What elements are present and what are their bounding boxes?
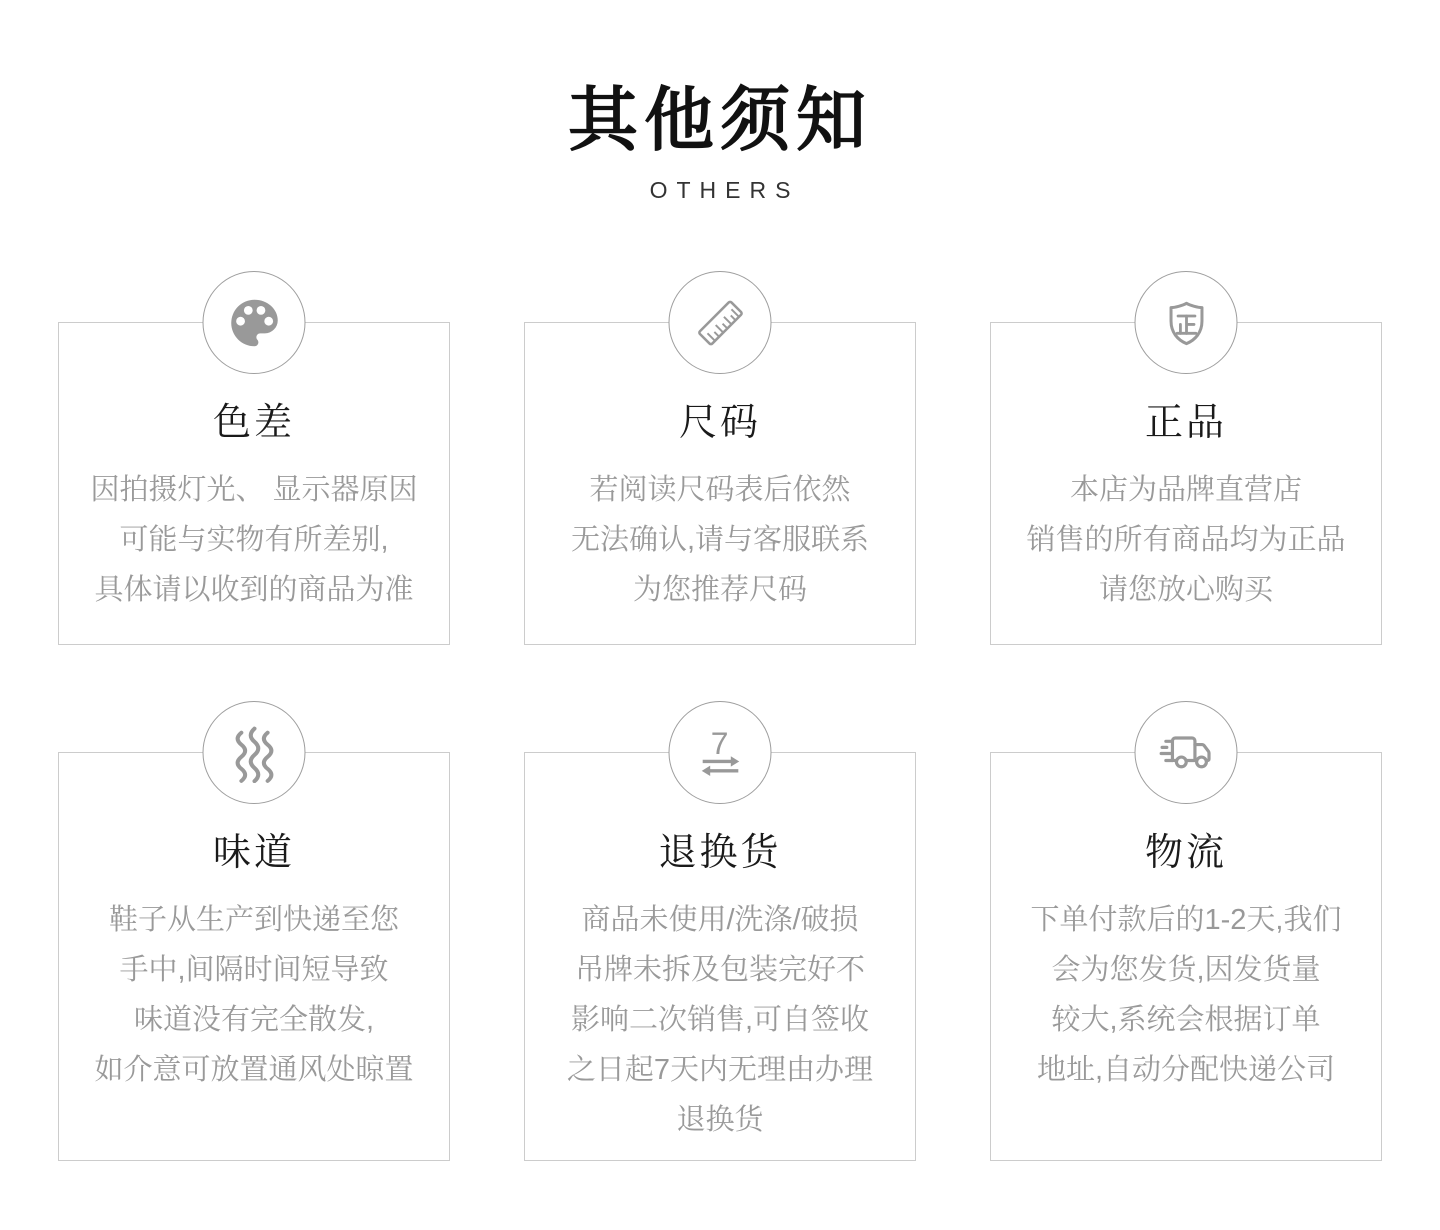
cards-row-2 — [58, 724, 1382, 1161]
card-title: 尺码 — [678, 402, 761, 444]
card-return-exchange — [524, 724, 916, 1161]
card-authentic — [990, 322, 1382, 645]
body-line: 手中,间隔时间短导致 — [119, 954, 389, 986]
body-line: 本店为品牌直营店 — [1069, 474, 1302, 506]
smell-steam-icon — [203, 701, 306, 804]
body-line: 因拍摄灯光、 显示器原因 — [90, 474, 418, 506]
body-line: 为您推荐尺码 — [632, 574, 807, 606]
authentic-glyph-zheng — [1177, 315, 1196, 332]
card-size — [524, 322, 916, 645]
ruler-icon — [669, 271, 772, 374]
body-line: 较大,系统会根据订单 — [1051, 1004, 1321, 1036]
card-body — [59, 465, 449, 615]
authentic-shield-icon — [1135, 271, 1238, 374]
body-line: 影响二次销售,可自签收 — [570, 1004, 870, 1036]
return-days-text: 7 — [710, 724, 728, 761]
body-line: 退换货 — [676, 1104, 764, 1136]
return-exchange-icon — [669, 701, 772, 804]
body-line: 商品未使用/洗涤/破损 — [581, 904, 859, 936]
card-smell — [58, 752, 450, 1161]
card-body — [525, 895, 915, 1145]
page-subtitle: OTHERS — [649, 177, 800, 203]
body-line: 之日起7天内无理由办理 — [566, 1054, 874, 1086]
card-title: 味道 — [212, 832, 295, 874]
body-line: 鞋子从生产到快递至您 — [108, 904, 399, 936]
card-body — [59, 895, 449, 1095]
cards-row-1 — [58, 322, 1382, 645]
body-line: 会为您发货,因发货量 — [1051, 954, 1321, 986]
body-line: 吊牌未拆及包装完好不 — [574, 954, 865, 986]
card-title: 退换货 — [658, 832, 782, 874]
page-title: 其他须知 — [568, 81, 872, 159]
body-line: 若阅读尺码表后依然 — [589, 474, 851, 506]
body-line: 味道没有完全散发, — [133, 1004, 375, 1036]
section-header — [0, 0, 1440, 202]
card-body — [991, 465, 1381, 615]
card-body — [525, 465, 915, 615]
card-title: 色差 — [212, 402, 295, 444]
body-line: 下单付款后的1-2天,我们 — [1030, 904, 1342, 936]
card-body — [991, 895, 1381, 1095]
body-line: 请您放心购买 — [1098, 574, 1273, 606]
card-color-difference — [58, 322, 450, 645]
body-line: 销售的所有商品均为正品 — [1026, 524, 1346, 556]
card-title: 正品 — [1144, 402, 1227, 444]
body-line: 无法确认,请与客服联系 — [570, 524, 870, 556]
body-line: 具体请以收到的商品为准 — [94, 574, 414, 606]
body-line: 如介意可放置通风处晾置 — [94, 1054, 414, 1086]
body-line: 地址,自动分配快递公司 — [1036, 1054, 1336, 1086]
body-line: 可能与实物有所差别, — [119, 524, 389, 556]
delivery-truck-icon — [1135, 701, 1238, 804]
card-title: 物流 — [1144, 832, 1227, 874]
card-logistics — [990, 752, 1382, 1161]
palette-icon — [203, 271, 306, 374]
